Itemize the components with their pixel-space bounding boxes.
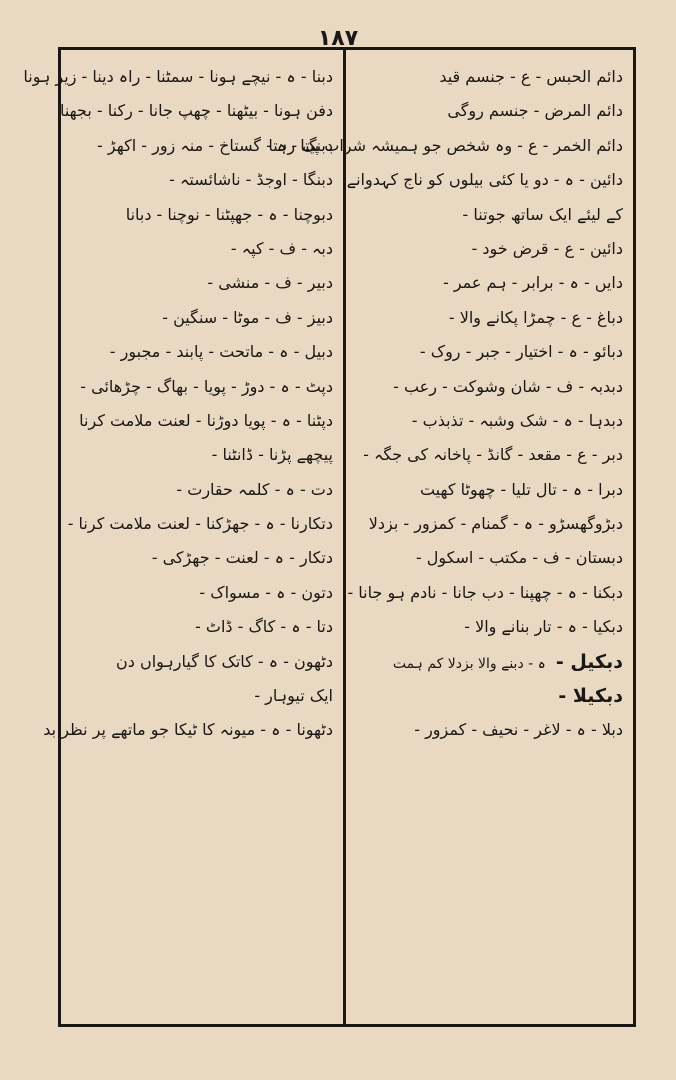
dictionary-entry: دایں - ہ - برابر - ہم عمر - <box>442 273 623 293</box>
dictionary-entry: دتکار - ہ - لعنت - جھڑکی - <box>151 548 333 568</box>
dictionary-entry: دبوچنا - ہ - جھپٹنا - نوچنا - دبانا <box>125 204 333 224</box>
dictionary-entry: دبڑوگھسڑو - ہ - گمنام - کمزور - بزدلا <box>368 514 623 534</box>
dictionary-entry: دبلا - ہ - لاغر - نحیف - کمزور - <box>414 720 623 740</box>
dictionary-entry: دبیز - ف - موٹا - سنگین - <box>162 307 333 327</box>
dictionary-entry: دٹھون - ہ - کاتک کا گیارہواں دن <box>115 651 333 671</box>
dictionary-entry: دبیر - ف - منشی - <box>207 273 333 293</box>
dictionary-entry: دتا - ہ - کاگ - ڈاٹ - <box>195 617 333 637</box>
dictionary-entry: دائم الخمر - ع - وہ شخص جو ہمیشہ شراب پیتا رہتا <box>268 135 623 155</box>
dictionary-entry: دبنگ - ہ - گستاخ - منہ زور - اکھڑ - <box>97 135 333 155</box>
dictionary-entry: دبنگا - اوجڈ - ناشائستہ - <box>169 170 333 190</box>
dictionary-entry: دپٹ - ہ - دوڑ - پویا - بھاگ - چڑھائی - <box>80 376 333 396</box>
dictionary-entry: دبدہا - ہ - شک وشبہ - تذبذب - <box>411 410 623 430</box>
dictionary-entry: دتکارنا - ہ - جھڑکنا - لعنت ملامت کرنا - <box>67 514 333 534</box>
dictionary-entry: دبرا - ہ - تال تلیا - چھوٹا کھیت <box>419 479 623 499</box>
dictionary-entry: ایک تیوہار - <box>254 686 333 706</box>
dictionary-entry: دٹھونا - ہ - میونہ کا ٹیکا جو ماتھے پر نظر بد <box>43 720 333 740</box>
dictionary-entry: دتون - ہ - مسواک - <box>199 582 333 602</box>
dictionary-entry: دبکنا - ہ - چھپنا - دب جانا - نادم ہو جانا - <box>347 582 623 602</box>
dictionary-entry: کے لیئے ایک ساتھ جوتنا - <box>462 204 623 224</box>
dictionary-entry: دبکیا - ہ - تار بنانے والا - <box>464 617 623 637</box>
dictionary-entry: دبنا - ہ - نیچے ہونا - سمٹنا - راہ دینا - زیر ہونا <box>23 67 333 86</box>
page-frame <box>23 47 636 1027</box>
dictionary-entry: پیچھے پڑنا - ڈانٹنا - <box>211 445 333 465</box>
dictionary-entry: دائم الحبس - ع - جنسم قید <box>439 67 623 86</box>
dictionary-entry: دبکیلا - <box>558 685 623 708</box>
page-number: ۱۸۷ <box>317 26 359 51</box>
dictionary-entry: دبکیل -ہ - دبنے والا بزدلا کم ہمت <box>392 650 623 673</box>
dictionary-entry: دائین - ع - قرض خود - <box>471 238 623 258</box>
dictionary-entry: دباغ - ع - چمڑا پکانے والا - <box>448 307 623 327</box>
entry-definition-note: ہ - دبنے والا بزدلا کم ہمت <box>392 655 546 672</box>
dictionary-entry: دپٹنا - ہ - پویا دوڑنا - لعنت ملامت کرنا <box>79 410 333 430</box>
dictionary-entry: دبیل - ہ - ماتحت - پابند - مجبور - <box>109 342 333 362</box>
dictionary-entry: دائین - ہ - دو یا کئی بیلوں کو ناج کہدوانے <box>346 170 623 190</box>
left-column <box>23 60 343 1016</box>
dictionary-entry: دبائو - ہ - اختیار - جبر - روک - <box>419 342 623 362</box>
dictionary-entry: دبستان - ف - مکتب - اسکول - <box>415 548 623 568</box>
dictionary-entry: دبر - ع - مقعد - گانڈ - پاخانہ کی جگہ - <box>363 445 623 465</box>
dictionary-entry: دت - ہ - کلمہ حقارت - <box>176 479 333 499</box>
dictionary-entry: دبدبہ - ف - شان وشوکت - رعب - <box>393 376 623 396</box>
dictionary-entry: دفن ہونا - بیٹھنا - چھپ جانا - رکنا - بجھنا <box>59 101 333 121</box>
dictionary-entry: دائم المرض - جنسم روگی <box>447 101 623 121</box>
dictionary-entry: دبہ - ف - کپہ - <box>230 238 333 258</box>
